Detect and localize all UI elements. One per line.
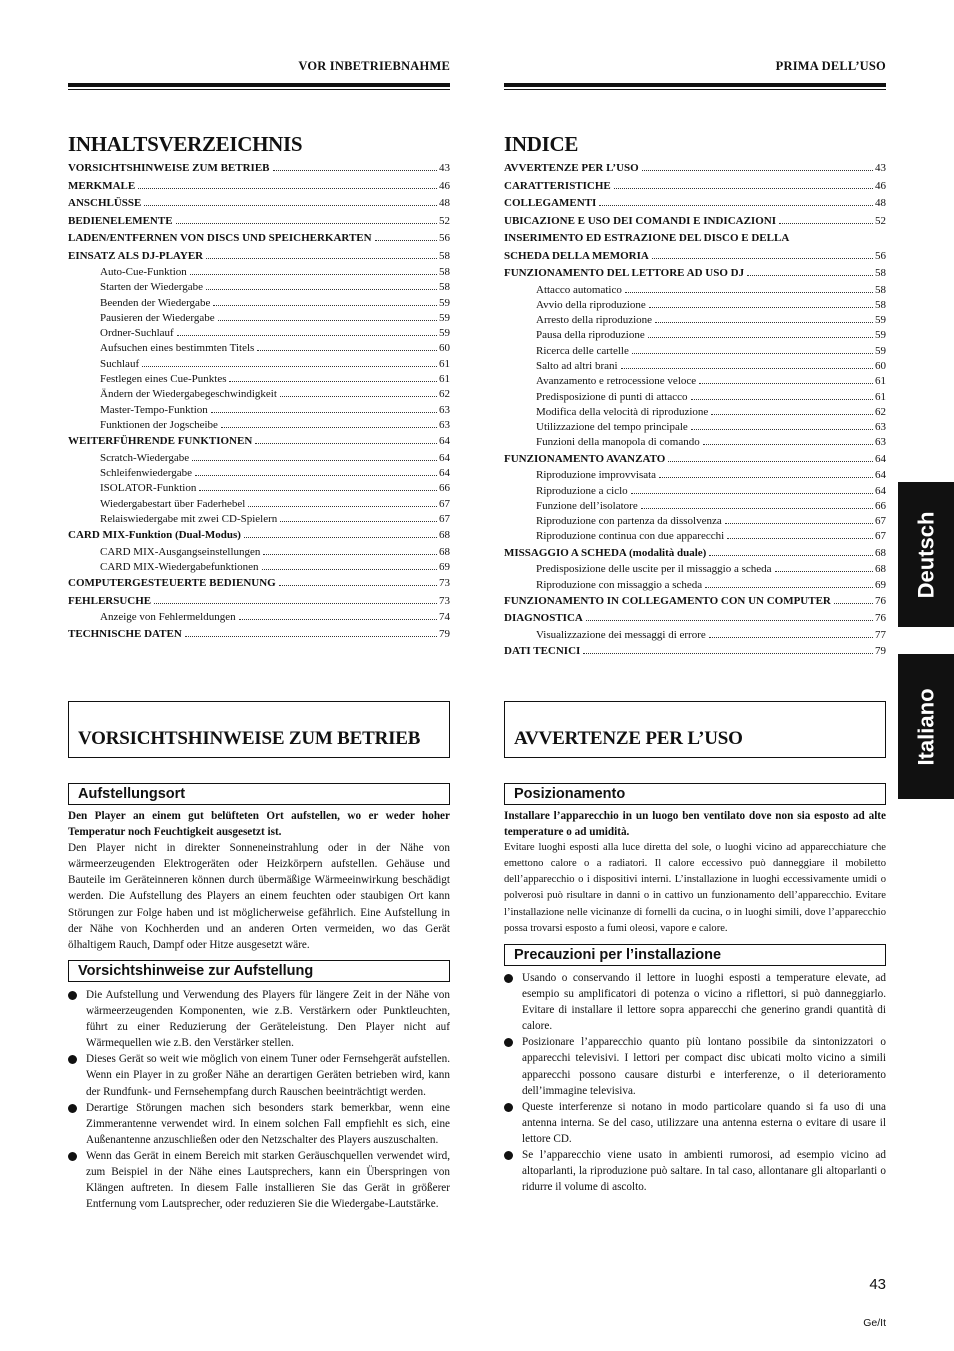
toc-entry-label: Attacco automatico	[536, 283, 622, 296]
toc-entry	[504, 610, 886, 628]
toc-entry-label: CARATTERISTICHE	[504, 179, 611, 192]
toc-entry-label: Ricerca delle cartelle	[536, 344, 629, 357]
toc-leader	[614, 188, 873, 189]
bullet-icon	[68, 991, 77, 1000]
running-head: PRIMA DELL’USO	[775, 59, 886, 73]
toc-entry-page: 68	[875, 546, 886, 559]
bullet-item	[68, 1148, 450, 1212]
toc-entry-page: 59	[439, 296, 450, 309]
toc-leader	[190, 274, 437, 275]
toc-entry-page: 63	[439, 418, 450, 431]
toc-entry-label: Pausa della riproduzione	[536, 329, 645, 342]
toc-leader	[229, 381, 437, 382]
bullet-item	[504, 970, 886, 1034]
toc-leader	[691, 399, 873, 400]
toc-leader	[625, 292, 873, 293]
section-title: AVVERTENZE PER L’USO	[514, 728, 743, 749]
toc-entry-label: Aufsuchen eines bestimmten Titels	[100, 342, 255, 355]
toc-entry-page: 73	[439, 594, 450, 607]
toc-entry-page: 66	[439, 482, 450, 495]
toc-entry-page: 76	[875, 594, 886, 607]
header-rule-thin	[504, 89, 886, 90]
toc-entry-label: BEDIENELEMENTE	[68, 214, 173, 227]
toc-entry-page: 68	[439, 529, 450, 542]
toc-entry	[504, 420, 886, 435]
toc-entry-label: Starten der Wiedergabe	[100, 281, 203, 294]
toc-entry-label: Auto-Cue-Funktion	[100, 266, 187, 278]
bullet-text: Posizionare l’apparecchio quanto più lontano possibile da sintonizzatori o apparecchi televisivi. I lettori per compact disc ubicati molto vicino a simili apparecchi possono causare disturbi e interferenze, o il deterioramento dell’immagine televisiva.	[522, 1036, 886, 1097]
toc-entry-label: Master-Tempo-Funktion	[100, 403, 208, 416]
installation-bullets	[504, 970, 886, 1195]
toc-leader	[621, 368, 873, 369]
toc-leader	[727, 538, 873, 539]
toc-entry-label: Scratch-Wiedergabe	[100, 451, 190, 464]
toc-leader	[280, 521, 437, 522]
toc-entry-page: 48	[875, 197, 886, 209]
toc-leader	[652, 258, 873, 259]
toc-entry-page: 69	[439, 561, 450, 574]
toc-entry	[504, 405, 886, 420]
toc-leader	[244, 537, 437, 538]
toc-leader	[583, 653, 873, 654]
toc-entry	[68, 280, 450, 295]
toc-leader	[375, 240, 437, 241]
toc-entry-page: 64	[439, 435, 450, 448]
toc-entry-label: UBICAZIONE E USO DEI COMANDI E INDICAZIONI	[504, 214, 776, 227]
toc-entry-page: 68	[875, 563, 886, 576]
toc-entry	[68, 560, 450, 575]
toc-entry-page: 62	[439, 388, 450, 401]
toc-leader	[691, 429, 873, 430]
header-rule	[68, 83, 450, 87]
toc-entry-page: 43	[439, 162, 450, 174]
toc-entry	[504, 265, 886, 283]
placement-lead: Installare l’apparecchio in un luogo ben ventilato dove non sia esposto ad alte temperature o ad umidità.	[504, 810, 886, 839]
bullet-text: Se l’apparecchio viene usato in ambienti rumorosi, ad esempio vicino ad altoparlanti, la riproduzione può saltare. In tal caso, allontanare gli altoparlanti o ridurre il volume di ascolto.	[522, 1149, 886, 1194]
bullet-icon	[68, 1152, 77, 1161]
toc-leader	[262, 569, 437, 570]
toc-entry-page: 58	[439, 249, 450, 262]
toc-entry-page: 64	[439, 451, 450, 464]
toc-entry-page: 63	[439, 403, 450, 416]
toc-entry	[68, 311, 450, 326]
toc-title: INHALTSVERZEICHNIS	[68, 132, 303, 156]
toc-entry-label: MISSAGGIO A SCHEDA (modalità duale)	[504, 546, 707, 559]
toc-entry-label: FUNZIONAMENTO IN COLLEGAMENTO CON UN COMPUTER	[504, 594, 831, 607]
toc-entry-page: 63	[875, 421, 886, 434]
toc-entry-label: Riproduzione con missaggio a scheda	[536, 578, 703, 591]
toc-title: INDICE	[504, 132, 579, 156]
toc-entry	[68, 466, 450, 481]
toc-leader	[834, 603, 873, 604]
bullet-text: Die Aufstellung und Verwendung des Players für längere Zeit in der Nähe von wärmeerzeugenden Komponenten, wie z.B. Verstärkern oder Punktleuchten, führt zu einer Reduzierung der Geräteleistung. Den Player nicht auf Wärmequellen wie z.B. den Verstärker stellen.	[86, 989, 450, 1050]
toc-entry	[68, 387, 450, 402]
toc-entry-label: Predisposizione delle uscite per il missaggio a scheda	[536, 563, 772, 576]
toc-entry-label: TECHNISCHE DATEN	[68, 627, 182, 640]
toc-entry-label: Relaiswiedergabe mit zwei CD-Spielern	[100, 512, 278, 525]
toc-leader	[779, 223, 873, 224]
toc-leader	[705, 587, 873, 588]
toc-leader	[206, 289, 437, 290]
toc-leader	[586, 620, 873, 621]
toc-entry-label: FEHLERSUCHE	[68, 594, 152, 607]
placement-text	[504, 808, 886, 937]
toc-entry-page: 58	[439, 281, 450, 294]
toc-entry	[68, 593, 450, 611]
toc-entry	[68, 296, 450, 311]
placement-body: Evitare luoghi esposti alla luce diretta del sole, o luoghi vicino ad apparecchiature che emettono calore o a radiatori. Il calore eccessivo può danneggiare il mobiletto dell’apparecchio o i dispositivi interni. L’installazione in luoghi eccessivamente umidi o polverosi può risultare in danni o in cattivo un funzionamento dell’apparecchio. Evitare l’installazione nelle vicinanze di fornelli da cucina, o in luoghi simili, dove l’apparecchio possa trovarsi esposto a fumi oleosi, vapore e calore.	[504, 842, 886, 934]
toc-leader	[659, 477, 873, 478]
toc-leader	[154, 603, 437, 604]
toc-entry-page: 59	[439, 327, 450, 340]
toc-entry	[504, 178, 886, 196]
toc-leader	[206, 258, 437, 259]
toc-entry	[68, 160, 450, 178]
toc-leader	[263, 554, 437, 555]
toc-entry-label: Schleifenwiedergabe	[100, 467, 193, 480]
toc-entry-label: FUNZIONAMENTO AVANZATO	[504, 452, 666, 465]
toc-leader	[257, 350, 437, 351]
toc-entry	[504, 435, 886, 450]
bullet-text: Wenn das Gerät in einem Bereich mit starken Geräuschquellen verwendet wird, zum Beispiel in der Nähe eines Lautsprechers, kann ein Überspringen von Klängen auftreten. In diesem Falle installieren Sie das Gerät in größerer Entfernung vom Lautsprecher, oder reduzieren Sie die Wiedergabe-Lautstärke.	[86, 1149, 450, 1211]
toc-entry-label: Festlegen eines Cue-Punktes	[100, 373, 227, 386]
toc-leader	[642, 170, 873, 171]
toc-entry-label: ANSCHLÜSSE	[68, 197, 142, 209]
toc-entry-page: 73	[439, 577, 450, 590]
toc-entry-label: Visualizzazione dei messaggi di errore	[536, 628, 706, 641]
toc-entry-label: Funzioni della manopola di comando	[536, 436, 700, 449]
toc-entry-label: INSERIMENTO ED ESTRAZIONE DEL DISCO E DELLA	[504, 232, 790, 244]
toc-entry-page: 66	[875, 499, 886, 512]
bullet-item	[504, 1099, 886, 1147]
toc-entry-label: Arresto della riproduzione	[536, 314, 653, 327]
toc-leader	[211, 412, 437, 413]
toc-entry	[504, 359, 886, 374]
header-rule	[504, 83, 886, 87]
toc-entry-label: Wiedergabestart über Faderhebel	[100, 497, 246, 510]
toc-entry	[504, 328, 886, 343]
toc-entry-page: 64	[875, 452, 886, 465]
toc-entry-label: CARD MIX-Wiedergabefunktionen	[100, 561, 259, 574]
toc-entry-label: Suchlauf	[100, 357, 140, 370]
toc-entry-page: 67	[875, 515, 886, 528]
toc-entry	[504, 230, 886, 248]
section-title: VORSICHTSHINWEISE ZUM BETRIEB	[78, 728, 421, 749]
toc-leader	[747, 275, 873, 276]
toc-entry-label: VORSICHTSHINWEISE ZUM BETRIEB	[68, 162, 270, 174]
toc-entry	[504, 283, 886, 298]
toc-entry-page: 52	[875, 214, 886, 227]
bullet-item	[504, 1034, 886, 1098]
placement-lead: Den Player an einem gut belüfteten Ort aufstellen, wo er weder hoher Temperatur noch Feuchtigkeit ausgesetzt ist.	[68, 810, 450, 839]
toc-leader	[239, 619, 437, 620]
toc-entry-label: Riproduzione improvvisata	[536, 469, 657, 482]
toc-leader	[192, 460, 437, 461]
toc-entry-label: DIAGNOSTICA	[504, 612, 583, 625]
toc-entry-label: SCHEDA DELLA MEMORIA	[504, 249, 649, 262]
toc-entry-label: CARD MIX-Ausgangseinstellungen	[100, 545, 261, 558]
toc-entry-label: ISOLATOR-Funktion	[100, 482, 197, 495]
toc-entry-page: 68	[439, 545, 450, 558]
toc-entry	[504, 298, 886, 313]
bullet-icon	[504, 974, 513, 983]
bullet-icon	[504, 1151, 513, 1160]
toc-entry	[504, 529, 886, 544]
toc-entry-label: Riproduzione con partenza da dissolvenza	[536, 515, 722, 528]
toc-leader	[668, 461, 873, 462]
toc-entry	[504, 643, 886, 661]
toc-entry-label: Riproduzione continua con due apparecchi	[536, 530, 725, 543]
toc-entry	[504, 484, 886, 499]
bullet-item	[68, 1051, 450, 1099]
subheading-installation: Precauzioni per l’installazione	[504, 944, 886, 966]
toc-entry	[68, 213, 450, 231]
toc-entry-label: DATI TECNICI	[504, 645, 581, 658]
bullet-item	[68, 1100, 450, 1148]
toc-entry-label: Utilizzazione del tempo principale	[536, 421, 688, 434]
toc-entry-page: 61	[875, 390, 886, 403]
toc-entry	[68, 248, 450, 266]
toc-entry-page: 61	[439, 357, 450, 370]
toc-leader	[138, 188, 437, 189]
toc-entry-page: 58	[875, 283, 886, 296]
toc-entry-label: WEITERFÜHRENDE FUNKTIONEN	[68, 435, 253, 448]
toc-leader	[144, 205, 437, 206]
toc-entry	[504, 578, 886, 593]
toc-leader	[775, 571, 873, 572]
toc-entry	[68, 341, 450, 356]
toc-entry	[68, 372, 450, 387]
toc-leader	[711, 414, 873, 415]
toc-entry	[68, 403, 450, 418]
toc-entry-page: 52	[439, 214, 450, 227]
toc-leader	[176, 223, 437, 224]
toc-entry-page: 76	[875, 612, 886, 625]
toc-entry-label: Funktionen der Jogscheibe	[100, 418, 218, 431]
toc-leader	[280, 396, 437, 397]
toc-entry-page: 67	[439, 497, 450, 510]
toc-leader	[273, 170, 437, 171]
running-head: VOR INBETRIEBNAHME	[298, 59, 450, 73]
bullet-text: Dieses Gerät so weit wie möglich von einem Tuner oder Fernsehgerät aufstellen. Wenn ein Player in zu großer Nähe an derartigen Geräten betrieben wird, kann der Rundfunk- und Fernsehempfang durch Rauschen beeinträchtigt werden.	[86, 1053, 450, 1098]
toc-leader	[641, 508, 873, 509]
toc-entry-label: Modifica della velocità di riproduzione	[536, 405, 709, 418]
toc-entry	[504, 248, 886, 266]
section-title-box	[68, 701, 450, 758]
toc-entry-page: 56	[875, 249, 886, 262]
toc-leader	[709, 555, 873, 556]
toc-entry	[68, 481, 450, 496]
toc-entry	[504, 514, 886, 529]
toc-leader	[725, 523, 873, 524]
toc-entry	[504, 213, 886, 231]
bullet-item	[504, 1147, 886, 1195]
installation-bullets	[68, 987, 450, 1212]
subheading-placement: Posizionamento	[504, 783, 886, 805]
toc-entry-page: 79	[875, 645, 886, 658]
toc-entry	[68, 545, 450, 560]
toc-entry-page: 56	[439, 232, 450, 244]
toc-leader	[255, 443, 437, 444]
language-tab-deutsch	[898, 482, 954, 627]
toc-leader	[648, 337, 873, 338]
toc-entry-label: Predisposizione di punti di attacco	[536, 390, 688, 403]
toc-entry-page: 59	[875, 314, 886, 327]
toc-entry-page: 77	[875, 628, 886, 641]
bullet-icon	[68, 1055, 77, 1064]
toc-entry-page: 46	[439, 179, 450, 192]
toc-entry-page: 62	[875, 405, 886, 418]
toc-leader	[177, 335, 437, 336]
subheading-installation: Vorsichtshinweise zur Aufstellung	[68, 960, 450, 982]
toc-entry	[68, 497, 450, 512]
toc-entry	[68, 357, 450, 372]
toc-entry-label: AVVERTENZE PER L’USO	[504, 162, 639, 174]
toc-entry	[68, 265, 450, 280]
language-code: Ge/It	[863, 1317, 886, 1329]
toc-entry-label: Ändern der Wiedergabegeschwindigkeit	[100, 388, 277, 401]
toc-leader	[199, 490, 437, 491]
toc-entry	[504, 160, 886, 178]
table-of-contents	[504, 160, 886, 661]
toc-entry	[504, 593, 886, 611]
toc-entry-label: MERKMALE	[68, 179, 136, 192]
bullet-icon	[68, 1104, 77, 1113]
toc-entry	[504, 545, 886, 563]
toc-entry-label: Avvio della riproduzione	[536, 298, 646, 311]
toc-entry-page: 64	[875, 484, 886, 497]
toc-entry-label: LADEN/ENTFERNEN VON DISCS UND SPEICHERKARTEN	[68, 232, 372, 244]
toc-entry-label: Pausieren der Wiedergabe	[100, 311, 215, 324]
toc-entry-label: FUNZIONAMENTO DEL LETTORE AD USO DJ	[504, 267, 745, 279]
toc-entry-page: 59	[875, 344, 886, 357]
toc-leader	[599, 205, 873, 206]
toc-entry	[68, 418, 450, 433]
toc-leader	[185, 636, 437, 637]
toc-entry-page: 79	[439, 627, 450, 640]
language-tab-label: Italiano	[913, 687, 939, 766]
toc-leader	[221, 427, 437, 428]
toc-entry-label: EINSATZ ALS DJ-PLAYER	[68, 249, 204, 262]
toc-leader	[649, 307, 873, 308]
toc-entry-page: 58	[875, 298, 886, 311]
toc-entry-page: 60	[439, 342, 450, 355]
toc-entry-page: 67	[439, 512, 450, 525]
page-number: 43	[869, 1276, 886, 1293]
toc-leader	[632, 353, 873, 354]
toc-entry	[68, 626, 450, 644]
toc-leader	[655, 322, 873, 323]
toc-leader	[709, 637, 873, 638]
language-tab-label: Deutsch	[913, 511, 939, 598]
placement-body: Den Player nicht in direkter Sonneneinstrahlung oder in der Nähe von wärmeerzeugenden Elektrogeräten oder Heizkörpern aufstellen. Gehäuse und Bauteile im Geräteinneren können durch übermäßige Wärmeeinwirkung beschädigt werden. Die Aufstellung des Players an einem feuchten oder staubigen Ort kann Störungen zur Folge haben und ist möglicherweise gefährlich. Eine Aufstellung in der Nähe von Kochherden und an anderen Orten vermeiden, wo das Gerät ölhaltigem Rauch, Dampf oder Hitze ausgesetzt wäre.	[68, 842, 450, 951]
toc-entry	[68, 527, 450, 545]
toc-entry	[68, 433, 450, 451]
toc-leader	[218, 320, 437, 321]
toc-entry-label: Riproduzione a ciclo	[536, 484, 628, 497]
toc-entry-label: Beenden der Wiedergabe	[100, 296, 211, 309]
table-of-contents	[68, 160, 450, 643]
toc-entry-label: Funzione dell’isolatore	[536, 499, 638, 512]
placement-text	[68, 808, 450, 953]
toc-leader	[248, 506, 437, 507]
toc-entry	[504, 195, 886, 213]
language-tab-italiano	[898, 654, 954, 799]
toc-entry-label: COMPUTERGESTEUERTE BEDIENUNG	[68, 577, 276, 590]
toc-leader	[699, 383, 873, 384]
toc-entry	[68, 326, 450, 341]
bullet-text: Queste interferenze si notano in modo particolare quando si fa uso di una antenna interna. Se del caso, utilizzare una antenna esterna o evitare di usare il lettore CD.	[522, 1100, 886, 1145]
bullet-icon	[504, 1038, 513, 1047]
toc-leader	[631, 493, 873, 494]
toc-entry	[68, 451, 450, 466]
toc-entry	[504, 562, 886, 577]
toc-entry-page: 61	[439, 373, 450, 386]
toc-entry	[68, 230, 450, 248]
bullet-item	[68, 987, 450, 1051]
toc-entry-page: 48	[439, 197, 450, 209]
toc-entry-label: Anzeige von Fehlermeldungen	[100, 611, 236, 624]
toc-entry-page: 63	[875, 436, 886, 449]
toc-entry-page: 69	[875, 578, 886, 591]
toc-entry	[68, 195, 450, 213]
toc-entry-page: 64	[439, 467, 450, 480]
toc-leader	[703, 444, 873, 445]
toc-entry-label: Avanzamento e retrocessione veloce	[536, 375, 697, 388]
toc-entry	[68, 610, 450, 625]
toc-entry-page: 58	[875, 267, 886, 279]
toc-entry	[504, 451, 886, 469]
toc-leader	[213, 305, 437, 306]
toc-entry-page: 58	[439, 266, 450, 278]
subheading-placement: Aufstellungsort	[68, 783, 450, 805]
toc-entry-page: 43	[875, 162, 886, 174]
section-title-box	[504, 701, 886, 758]
toc-entry-page: 59	[875, 329, 886, 342]
toc-entry-label: COLLEGAMENTI	[504, 197, 597, 209]
toc-entry	[504, 344, 886, 359]
header-rule-thin	[68, 89, 450, 90]
toc-entry	[504, 390, 886, 405]
toc-entry-page: 60	[875, 359, 886, 372]
toc-entry-label: Ordner-Suchlauf	[100, 327, 174, 340]
toc-entry-page: 59	[439, 311, 450, 324]
toc-entry-label: CARD MIX-Funktion (Dual-Modus)	[68, 529, 241, 542]
toc-entry	[68, 512, 450, 527]
bullet-icon	[504, 1103, 513, 1112]
toc-entry-page: 61	[875, 375, 886, 388]
bullet-text: Usando o conservando il lettore in luoghi esposti a temperature elevate, ad esempio su amplificatori di potenza o vicino a riflettori, si può danneggiarlo. Evitare di installare il lettore sopra apparecchi che generino grandi quantità di calore.	[522, 972, 886, 1033]
bullet-text: Derartige Störungen machen sich besonders stark bemerkbar, wenn eine Zimmerantenne verwendet wird. In einem solchen Fall empfiehlt es sich, eine Außenantenne anzuschließen oder den Netzschalter des Players auszuschalten.	[86, 1101, 450, 1146]
toc-entry-label: Salto ad altri brani	[536, 359, 618, 372]
toc-entry	[504, 374, 886, 389]
toc-entry	[504, 499, 886, 514]
toc-entry-page: 67	[875, 530, 886, 543]
toc-entry-page: 74	[439, 611, 450, 624]
toc-entry	[504, 313, 886, 328]
toc-entry	[504, 468, 886, 483]
toc-entry	[68, 575, 450, 593]
toc-entry	[504, 628, 886, 643]
toc-entry-page: 64	[875, 469, 886, 482]
toc-leader	[279, 585, 437, 586]
toc-entry-page: 46	[875, 179, 886, 192]
toc-leader	[142, 366, 437, 367]
toc-leader	[195, 475, 437, 476]
toc-entry	[68, 178, 450, 196]
